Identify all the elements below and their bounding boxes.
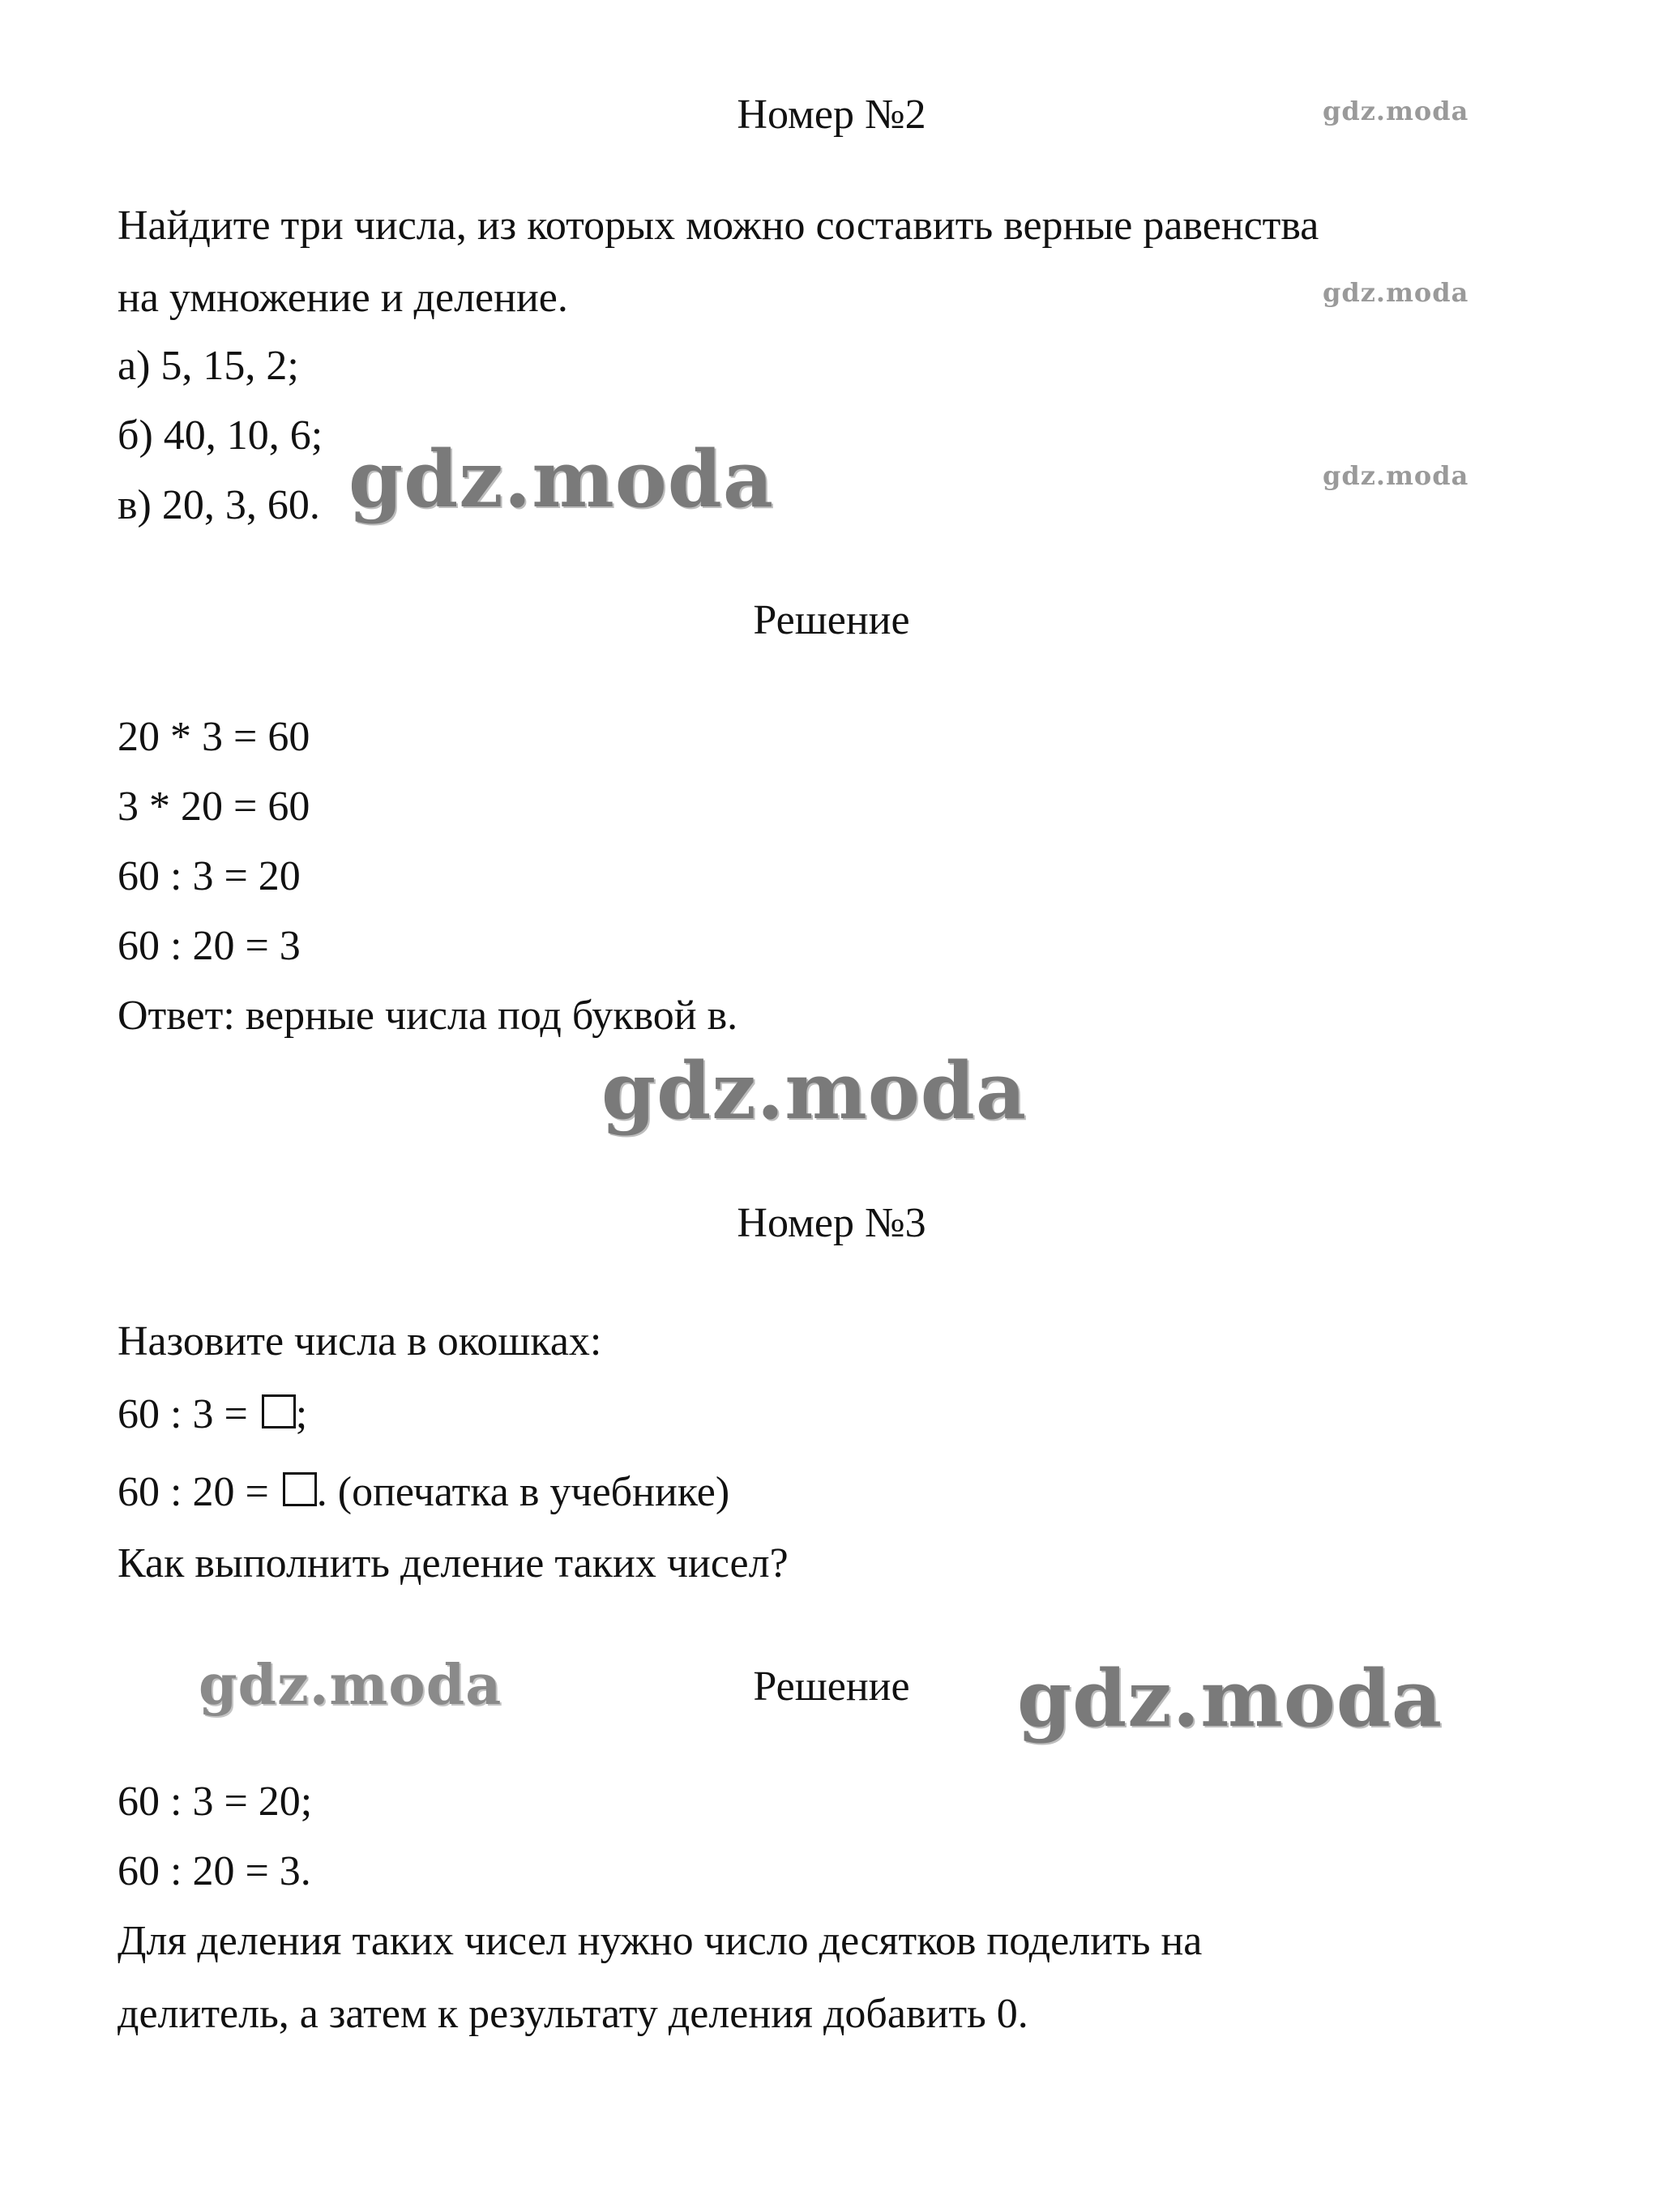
expression-2-left: 60 : 20 =	[118, 1469, 269, 1515]
task2-option-a: а) 5, 15, 2;	[118, 343, 299, 389]
task2-answer: Ответ: верные числа под буквой в.	[118, 993, 738, 1039]
task3-expression-2	[118, 1468, 729, 1517]
task3-explanation-line1: Для деления таких чисел нужно число десятков поделить на	[118, 1918, 1203, 1964]
watermark-large-3: gdz.moda	[1017, 1653, 1443, 1744]
task3-solution-line-2: 60 : 20 = 3.	[118, 1848, 311, 1894]
task2-solution-heading: Решение	[753, 597, 910, 643]
watermark-medium-1: gdz.moda	[199, 1653, 502, 1718]
task2-solution-line-1: 20 * 3 = 60	[118, 714, 310, 760]
watermark-large-2: gdz.moda	[601, 1045, 1028, 1137]
task3-solution-heading: Решение	[753, 1663, 910, 1710]
expression-2-right: . (опечатка в учебнике)	[316, 1469, 730, 1515]
expression-1-left: 60 : 3 =	[118, 1391, 248, 1437]
task2-solution-line-4: 60 : 20 = 3	[118, 923, 301, 969]
task2-question-line1: Найдите три числа, из которых можно составить верные равенства	[118, 203, 1319, 249]
answer-box-1	[262, 1394, 296, 1428]
task3-title: Номер №3	[737, 1200, 926, 1246]
watermark-small-2: gdz.moda	[1323, 277, 1469, 308]
task2-question-line2: на умножение и деление.	[118, 275, 568, 321]
task3-question-line1: Назовите числа в окошках:	[118, 1318, 602, 1364]
task2-solution-line-3: 60 : 3 = 20	[118, 853, 301, 899]
answer-box-2	[283, 1472, 317, 1506]
watermark-small-1: gdz.moda	[1323, 96, 1469, 126]
watermark-small-3: gdz.moda	[1323, 460, 1469, 491]
task3-explanation-line2: делитель, а затем к результату деления добавить 0.	[118, 1991, 1028, 2037]
task2-option-c: в) 20, 3, 60.	[118, 482, 320, 528]
task2-option-b: б) 40, 10, 6;	[118, 412, 323, 459]
task2-title: Номер №2	[737, 92, 926, 138]
expression-1-right: ;	[295, 1391, 308, 1437]
watermark-large-1: gdz.moda	[348, 433, 775, 525]
task3-question-line4: Как выполнить деление таких чисел?	[118, 1540, 789, 1586]
task3-solution-line-1: 60 : 3 = 20;	[118, 1779, 313, 1825]
task2-solution-line-2: 3 * 20 = 60	[118, 784, 310, 830]
task3-expression-1	[118, 1390, 307, 1439]
